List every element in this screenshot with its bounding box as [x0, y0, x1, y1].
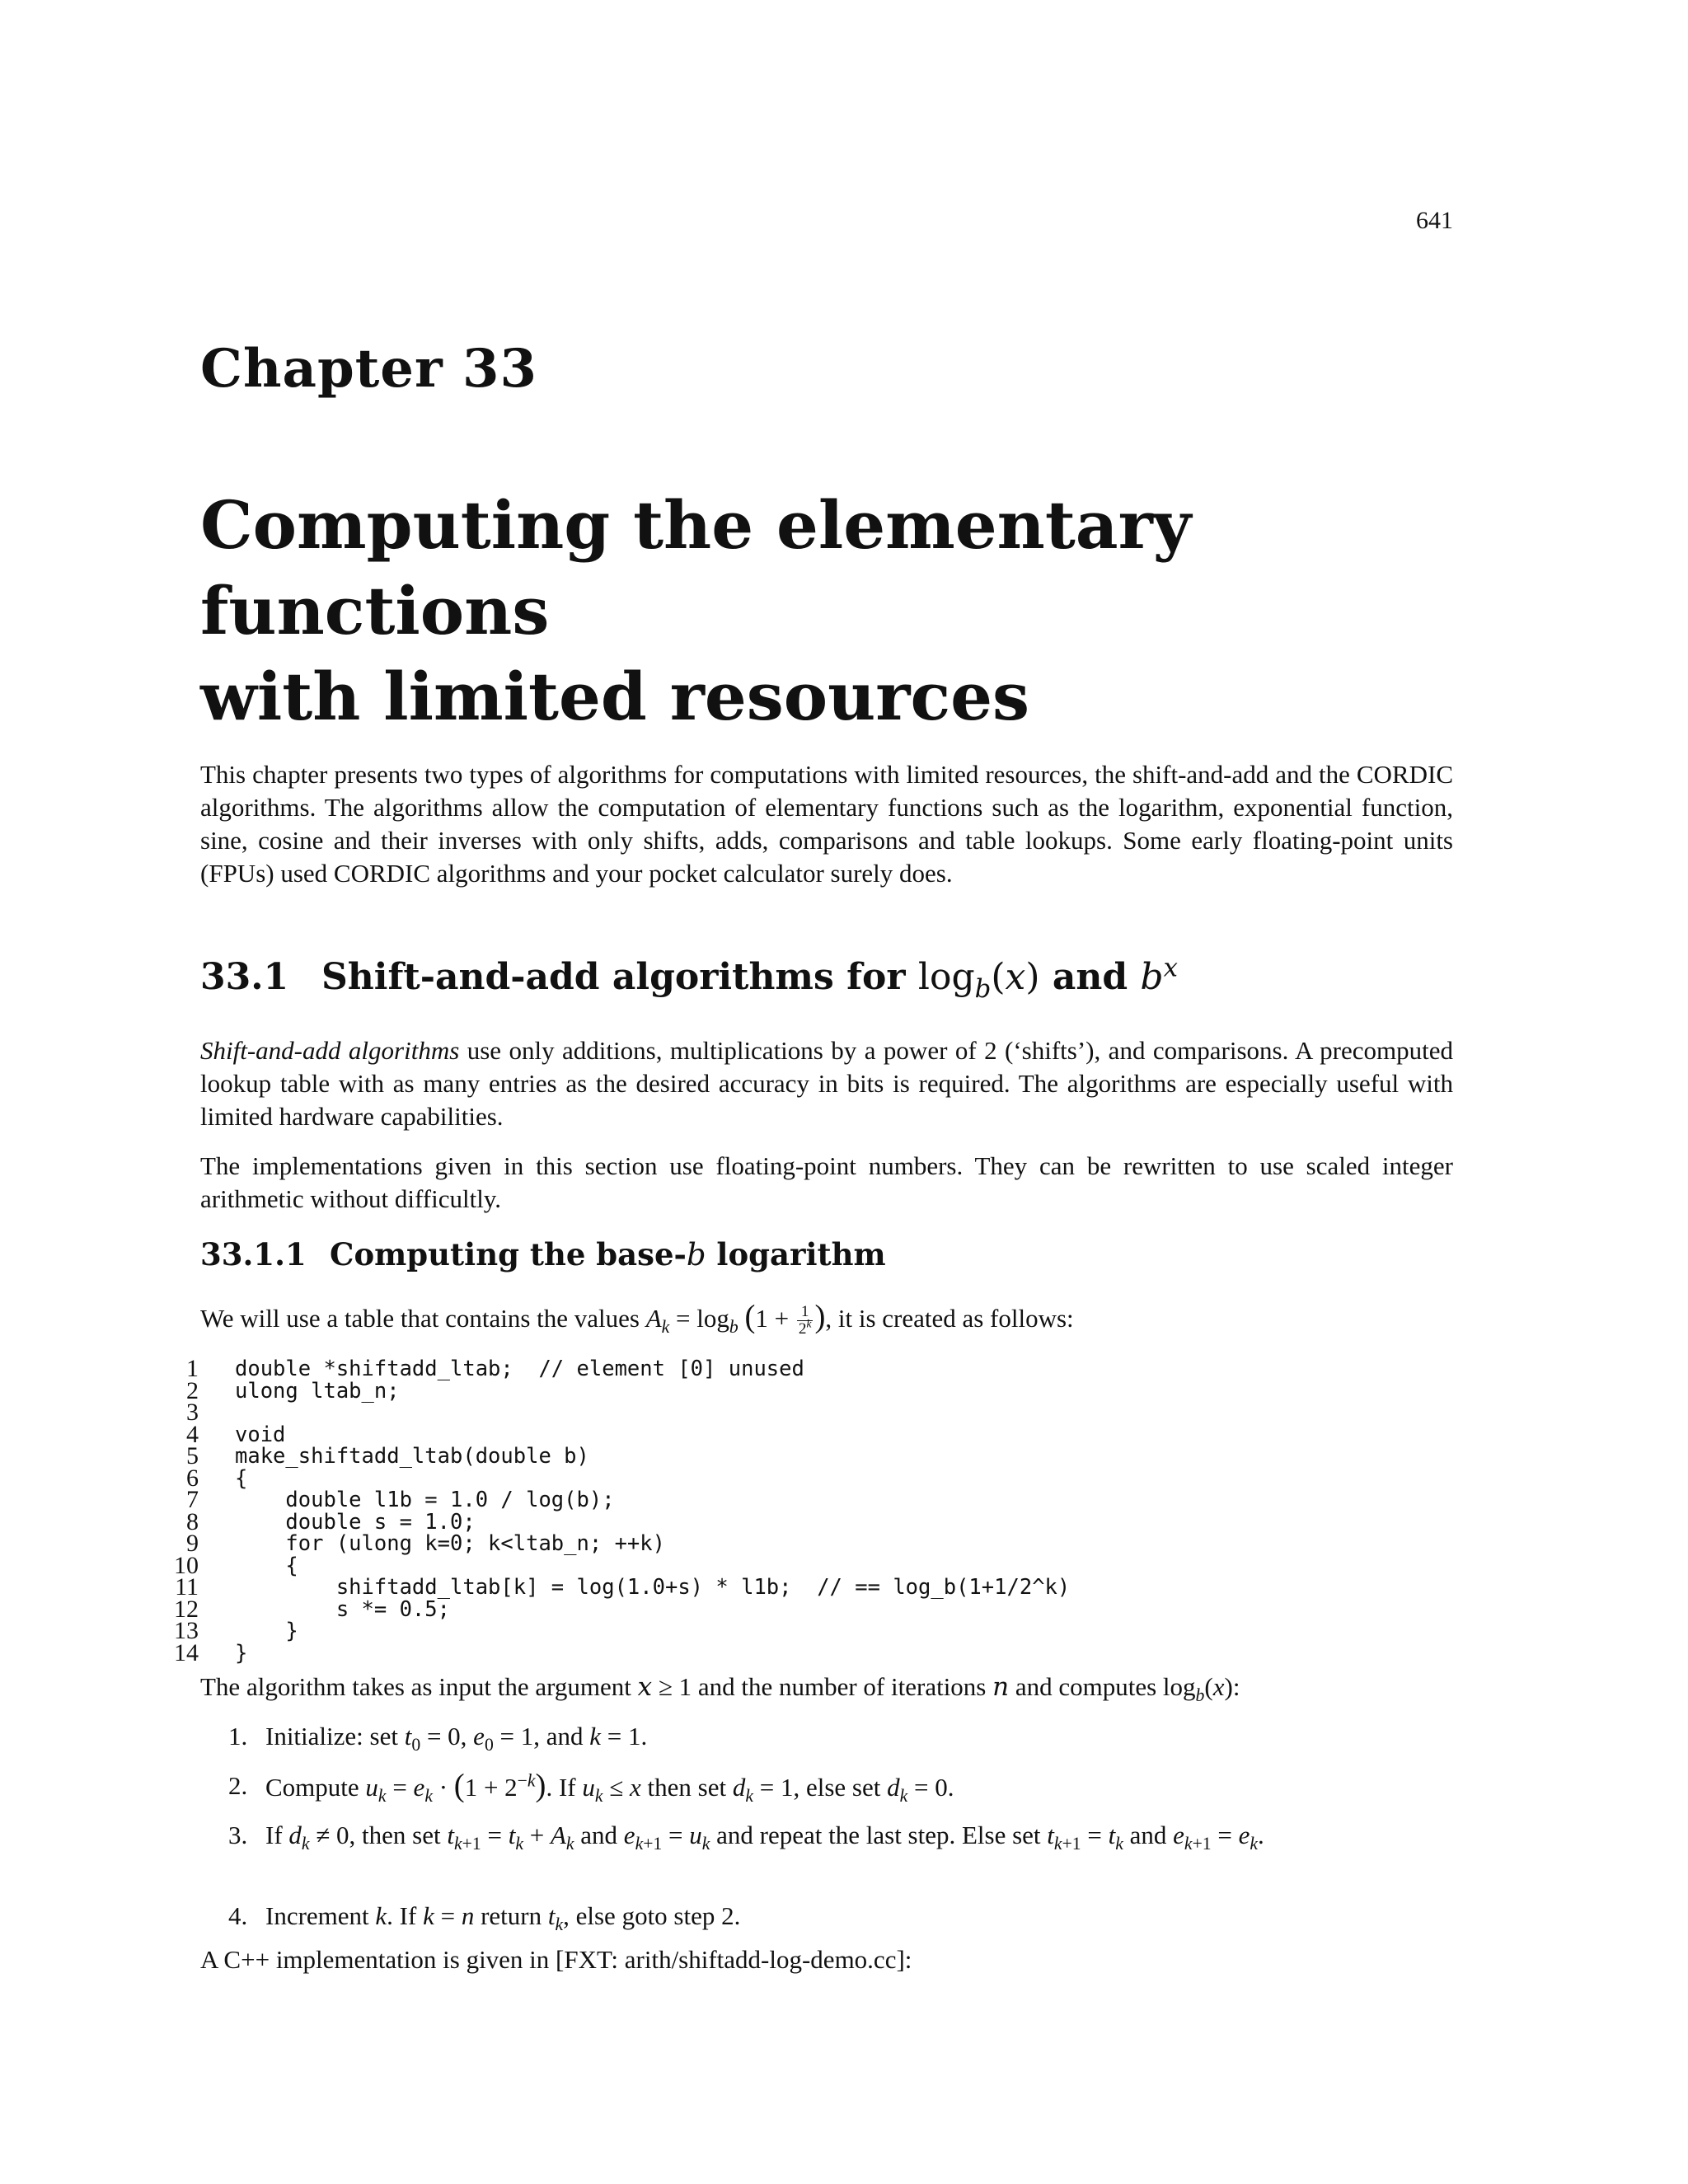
- code-text: double *shiftadd_ltab; // element [0] unused: [235, 1357, 804, 1381]
- code-text: make_shiftadd_ltab(double b): [235, 1444, 589, 1469]
- subsection-title-post: logarithm: [706, 1236, 886, 1272]
- subsection-heading: [200, 1236, 886, 1272]
- code-line: [161, 1507, 1070, 1535]
- table-intro-pre: We will use a table that contains the values: [200, 1304, 646, 1333]
- section-heading: [200, 953, 1178, 1004]
- algorithm-step: [228, 1819, 1453, 1852]
- step-text: Initialize: set $t_0 = 0$, $e_0 = 1$, and k = 1.: [265, 1722, 648, 1755]
- line-number: 9: [186, 1530, 199, 1557]
- section-title-text: Shift-and-add algorithms for: [321, 956, 906, 998]
- algorithm-intro-post: and computes: [1009, 1672, 1163, 1701]
- subsection-title-pre: Computing the base-: [330, 1236, 687, 1272]
- code-line: [161, 1355, 1070, 1382]
- algorithm-intro: The algorithm takes as input the argument x ≥ 1 and the number of iterations n and computes $\log_b(x)$:: [200, 1672, 1240, 1706]
- line-number: 12: [174, 1595, 199, 1623]
- line-number: 11: [175, 1573, 199, 1601]
- table-formula: $A_k = \log_b (1$ + $\frac{1}{2^k}$ ): [645, 1299, 826, 1338]
- line-number: 2: [186, 1376, 199, 1404]
- code-line: [161, 1595, 1070, 1623]
- section-title-math-log: $\log_b(x)$: [917, 956, 1040, 1004]
- code-line: [161, 1617, 1070, 1644]
- code-text: double s = 1.0;: [235, 1509, 476, 1535]
- algorithm-step: [228, 1900, 1453, 1933]
- code-line: [161, 1376, 1070, 1404]
- code-line: [161, 1486, 1070, 1513]
- code-line: [161, 1420, 1070, 1448]
- line-number: 13: [174, 1617, 199, 1644]
- algorithm-intro-mid: and the number of iterations: [692, 1672, 993, 1701]
- table-intro: [200, 1301, 1453, 1338]
- code-text: void: [235, 1422, 286, 1447]
- code-text: s *= 0.5;: [235, 1596, 450, 1622]
- code-line: [161, 1464, 1070, 1492]
- code-text: shiftadd_ltab[k] = log(1.0+s) * l1b; // == log_b(1+1/2^k): [235, 1575, 1071, 1600]
- algorithm-intro-pre: The algorithm takes as input the argument: [200, 1672, 638, 1701]
- step-text: Compute $u_k = e_k \cdot (1 + 2^{-k})$. If $u_k \le x$ then set $d_k = 1$, else set $d_k = 0$.: [265, 1768, 954, 1807]
- step-number: 3.: [228, 1821, 248, 1849]
- section-paragraph-1-text: use only additions, multiplications by a power of 2 (‘shifts’), and comparisons. A precomputed lookup table with as many entries as the desired accuracy in bits is required. The algorithms are especially useful with limited hardware capabilities.: [200, 1036, 1453, 1131]
- code-text: {: [235, 1553, 298, 1578]
- math-n: n: [992, 1672, 1010, 1702]
- line-number: 3: [186, 1399, 199, 1426]
- line-number: 4: [186, 1420, 199, 1448]
- line-number: 1: [186, 1355, 199, 1382]
- subsection-title-math: b: [686, 1237, 706, 1272]
- code-listing: [161, 1355, 1071, 1666]
- chapter-title-line: Computing the elementary functions: [200, 486, 1192, 649]
- subsection-number: 33.1.1: [200, 1236, 307, 1272]
- math-logb-x: $\log_b(x)$: [1162, 1672, 1233, 1706]
- code-line: [161, 1638, 1070, 1666]
- code-line: [161, 1530, 1070, 1557]
- line-number: 8: [186, 1507, 199, 1535]
- code-text: ulong ltab_n;: [235, 1378, 400, 1404]
- code-line: [161, 1551, 1070, 1579]
- code-text: {: [235, 1465, 248, 1491]
- chapter-title: [200, 482, 1503, 739]
- line-number: 10: [174, 1551, 199, 1579]
- code-text: for (ulong k=0; k<ltab_n; ++k): [235, 1531, 665, 1556]
- emphasis-term: Shift-and-add algorithms: [200, 1036, 460, 1065]
- code-line: [161, 1442, 1070, 1469]
- math-x-condition: x: [637, 1672, 653, 1702]
- step-number: 1.: [228, 1722, 248, 1750]
- step-number: 2.: [228, 1771, 248, 1800]
- line-number: 7: [186, 1486, 199, 1513]
- section-number: 33.1: [200, 956, 289, 998]
- section-title-and: and: [1052, 956, 1128, 998]
- line-number: 5: [186, 1442, 199, 1469]
- section-paragraph-2: The implementations given in this section use floating-point numbers. They can be rewritten to use scaled integer arithmetic without difficultly.: [200, 1151, 1453, 1213]
- algorithm-step: [228, 1720, 1453, 1753]
- page-number: 641: [1416, 207, 1453, 234]
- table-intro-post: , it is created as follows:: [825, 1304, 1074, 1333]
- section-paragraph-1: [200, 1034, 1453, 1133]
- code-text: double l1b = 1.0 / log(b);: [235, 1488, 615, 1512]
- closing-sentence: A C++ implementation is given in [FXT: arith/shiftadd-log-demo.cc]:: [200, 1945, 912, 1974]
- step-text: Increment k. If k = n return $t_k$, else goto step 2.: [265, 1901, 741, 1935]
- code-text: }: [235, 1619, 298, 1643]
- section-title-math-power: $b^x$: [1140, 953, 1178, 998]
- code-line: [161, 1573, 1071, 1601]
- chapter-label: Chapter 33: [200, 338, 538, 400]
- intro-paragraph: This chapter presents two types of algorithms for computations with limited resources, the shift-and-add and the CORDIC algorithms. The algorithms allow the computation of elementary functions such as the logarithm, exponential function, sine, cosine and their inverses with only shifts, adds, comparisons and table lookups. Some early floating-point units (FPUs) used CORDIC algorithms and your pocket calculator surely does.: [200, 760, 1453, 888]
- step-text: If $d_k \ne 0$, then set $t_{k+1} = t_k + A_k$ and $e_{k+1} = u_k$ and repeat the last step. Else set $t_{k+1} = t_k$ and $e_{k+1} = e_k$.: [265, 1821, 1264, 1854]
- code-text: }: [235, 1640, 248, 1666]
- line-number: 6: [186, 1464, 199, 1492]
- chapter-title-line: with limited resources: [200, 658, 1030, 735]
- step-number: 4.: [228, 1901, 248, 1930]
- algorithm-step: [228, 1768, 1453, 1807]
- code-line: [161, 1399, 1070, 1426]
- line-number: 14: [174, 1638, 199, 1666]
